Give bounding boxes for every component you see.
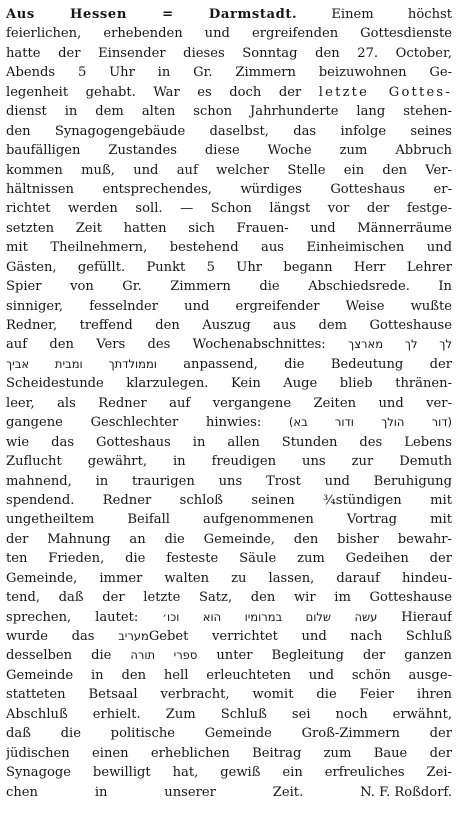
emphasized-word: letzte Gottes- <box>318 84 452 100</box>
article-line-5: legenheit gehabt. War es doch der letzte Gottes- <box>6 84 452 100</box>
article-line-41: chen in unserer Zeit. N. F. Roßdorf. <box>6 783 452 802</box>
article-line-18: auf den Vers des Wochenabschnittes: לך לך מארצך <box>6 337 452 353</box>
hebrew-quote: וממולדתך ומבית אביך <box>6 356 157 371</box>
article-line-32: sprechen, lautet: עשה שלום במרומיו הוא וכו׳ Hierauf <box>6 609 452 625</box>
article-line-30: Gemeinde, immer walten zu lassen, darauf hindeu- <box>6 570 452 586</box>
newspaper-article <box>6 5 452 802</box>
article-line-29: ten Frieden, die festeste Säule zum Gedeihen der <box>6 551 452 567</box>
article-line-8: baufälligen Zustandes diese Woche zum Abbruch <box>6 143 452 159</box>
article-line-33: wurde das מעריבGebet verrichtet und nach Schluß <box>6 629 452 644</box>
article-line-28: der Mahnung an die Gemeinde, den bisher bewahr- <box>6 531 452 547</box>
article-line-35: Gemeinde in den hell erleuchteten und schön ausge- <box>6 667 452 683</box>
article-line-14: Gästen, gefüllt. Punkt 5 Uhr begann Herr Lehrer <box>6 259 452 275</box>
article-line-11: richtet werden soll. — Schon längst vor der festge- <box>6 201 452 217</box>
article-line-27: ungetheiltem Beifall aufgenommenen Vortrag mit <box>6 512 452 528</box>
article-line-34: desselben die ספרי תורה unter Begleitung der ganzen <box>6 648 452 664</box>
article-line-19: וממולדתך ומבית אביך anpassend, die Bedeutung der <box>6 356 452 372</box>
article-line-17: Redner, treffend den Auszug aus dem Gotteshause <box>6 318 452 333</box>
article-line-9: kommen muß, und auf welcher Stelle ein den Ver- <box>6 162 452 178</box>
hebrew-quote: לך לך מארצך <box>348 337 452 352</box>
article-line-13: mit Theilnehmern, bestehend aus Einheimischen und <box>6 240 452 256</box>
article-line-39: jüdischen einen erheblichen Beitrag zum Baue der <box>6 745 452 761</box>
hebrew-quote: ספרי תורה <box>130 648 198 663</box>
article-signature: N. F. Roßdorf. <box>360 784 452 800</box>
article-line-6: dienst in dem alten schon Jahrhunderte lang stehen- <box>6 104 452 120</box>
hebrew-quote: מעריב <box>118 629 149 643</box>
article-line-16: sinniger, fesselnder und ergreifender Weise wußte <box>6 298 452 314</box>
article-line-1: Aus Hessen = Darmstadt. Einem höchst <box>6 7 452 22</box>
article-line-10: hältnissen entsprechendes, würdiges Gotteshaus er- <box>6 181 452 197</box>
article-line-2: feierlichen, erhebenden und ergreifenden Gottesdienste <box>6 26 452 42</box>
article-line-40: Synagoge bewilligt hat, gewiß ein erfreuliches Zei- <box>6 765 452 781</box>
article-line-37: Abschluß erhielt. Zum Schluß sei noch erwähnt, <box>6 706 452 722</box>
article-line-38: daß die politische Gemeinde Groß-Zimmern der <box>6 726 452 742</box>
article-line-31: tend, daß der letzte Satz, den wir im Gotteshause <box>6 590 452 606</box>
article-line-3: hatte der Einsender dieses Sonntag den 27. October, <box>6 45 452 61</box>
hebrew-quote: (דור הולך ודור בא) <box>288 415 452 430</box>
article-line-23: wie das Gotteshaus in allen Stunden des Lebens <box>6 434 452 450</box>
article-line-36: statteten Betsaal verbracht, womit die Feier ihren <box>6 687 452 703</box>
article-line-26: spendend. Redner schloß seinen ¾stündigen mit <box>6 492 452 508</box>
article-line-24: Zuflucht gewährt, in freudigen uns zur Demuth <box>6 454 452 470</box>
article-line-21: leer, als Redner auf vergangene Zeiten und ver- <box>6 395 452 411</box>
article-line-25: mahnend, in traurigen uns Trost und Beruhigung <box>6 473 452 489</box>
article-line-4: Abends 5 Uhr in Gr. Zimmern beizuwohnen Ge- <box>6 65 452 81</box>
hebrew-quote: עשה שלום במרומיו הוא וכו׳ <box>162 609 378 624</box>
article-line-15: Spier von Gr. Zimmern die Abschiedsrede. In <box>6 279 452 295</box>
article-heading: Aus Hessen = Darmstadt. <box>6 7 298 22</box>
article-line-20: Scheidestunde klarzulegen. Kein Auge blieb thränen- <box>6 376 452 392</box>
article-line-12: setzten Zeit hatten sich Frauen- und Männerräume <box>6 220 452 236</box>
article-line-7: den Synagogengebäude daselbst, das infolge seines <box>6 123 452 139</box>
article-line-22: gangene Geschlechter hinwies: (דור הולך ודור בא) <box>6 415 452 431</box>
